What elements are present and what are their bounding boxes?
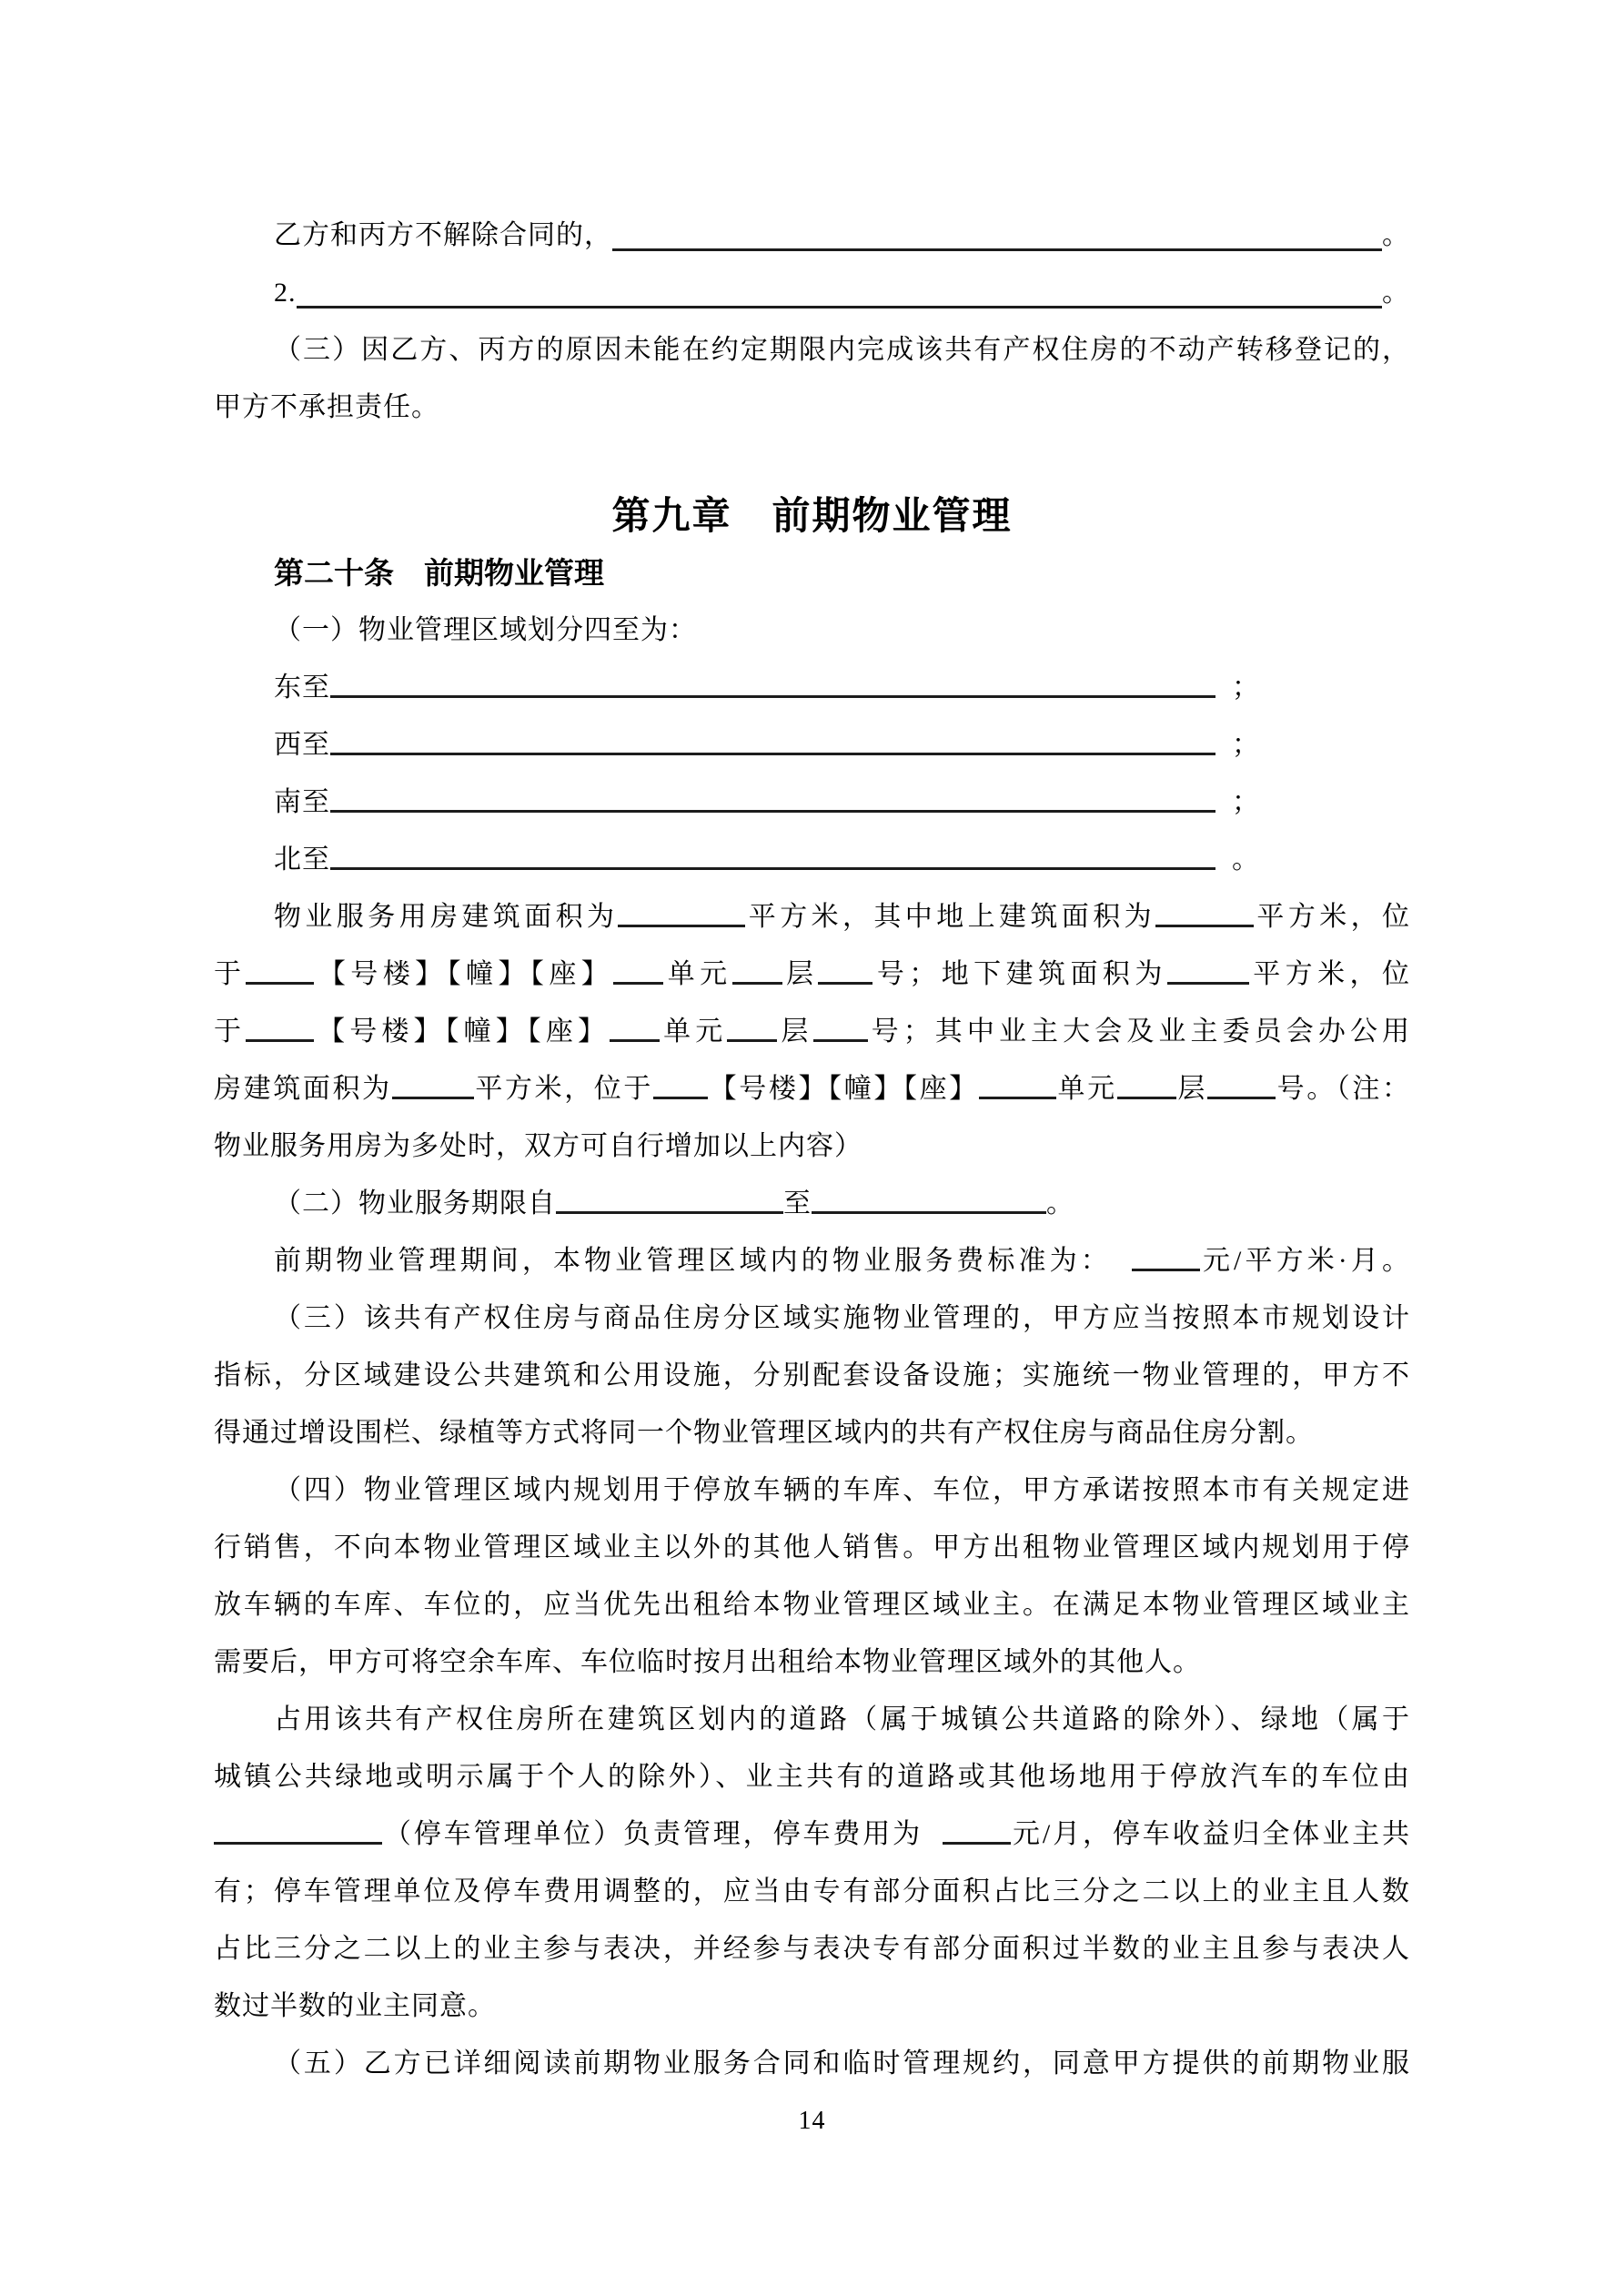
clause-text: 元/平方米·月。 [1199,1246,1411,1276]
clause-text: （停车管理单位）负责管理，停车费用为 [382,1819,923,1849]
line-11-north-boundary [214,831,1410,888]
item-number: 2. [274,278,297,308]
blank-field [330,668,1215,698]
clause-text: 平方米，其中地上建筑面积为 [745,902,1156,932]
line-01-no-cancel-clause [214,207,1410,264]
line-20-clause-three-cont: 指标，分区域建设公共建筑和公用设施，分别配套设备设施；实施统一物业管理的，甲方不 [214,1360,1410,1391]
blank-field [818,955,873,985]
blank-field [556,1184,783,1214]
blank-field [392,1069,474,1099]
period-mark: ； [1232,787,1260,817]
line-14-location-underground [214,1003,1410,1060]
period-mark: 。 [1046,1188,1074,1219]
blank-field [727,1012,777,1042]
line-17-service-term [214,1175,1410,1232]
clause-text: 于 [214,959,247,989]
clause-text: 至 [783,1188,812,1219]
clause-text: 号；地下建筑面积为 [873,959,1167,989]
blank-field [1207,1069,1276,1099]
clause-text: 物业服务用房建筑面积为 [274,902,619,932]
boundary-label: 南至 [274,787,330,817]
period-mark: 。 [1382,278,1410,308]
blank-field [653,1069,708,1099]
blank-field [613,955,663,985]
clause-text: 平方米，位 [1254,902,1411,932]
clause-text: 号；其中业主大会及业主委员会办公用 [867,1017,1411,1047]
blank-field [813,1012,868,1042]
line-26-common-area: 占用该共有产权住房所在建筑区划内的道路（属于城镇公共道路的除外）、绿地（属于 [274,1704,1410,1735]
blank-field [979,1069,1056,1099]
blank-field [330,783,1215,813]
clause-text: 【号楼】【幢】【座】 [314,1017,610,1047]
clause-text: 元/月，停车收益归全体业主共 [1011,1819,1410,1849]
line-07-item-one: （一）物业管理区域划分四至为： [274,615,697,645]
line-23-clause-four-cont: 行销售，不向本物业管理区域业主以外的其他人销售。甲方出租物业管理区域内规划用于停 [214,1532,1410,1563]
clause-text: 乙方和丙方不解除合同的， [274,220,612,250]
clause-text: 平方米，位于 [473,1074,654,1104]
boundary-label: 西至 [274,730,330,760]
line-15-committee-office [214,1060,1410,1118]
line-30-voting-rule-cont: 占比三分之二以上的业主参与表决，并经参与表决专有部分面积过半数的业主且参与表决人 [214,1934,1410,1964]
clause-text: 于 [214,1017,247,1047]
article-heading: 第二十条 前期物业管理 [274,556,604,590]
line-28-parking-mgmt-unit [214,1805,1410,1863]
clause-text: 平方米，位 [1248,959,1410,989]
clause-text: 单元 [660,1017,728,1047]
clause-text: 前期物业管理期间，本物业管理区域内的物业服务费标准为： [274,1246,1112,1276]
clause-text: 号。（注： [1275,1074,1411,1104]
blank-field [297,306,1383,308]
blank-field [1167,955,1249,985]
clause-text: （二）物业服务期限自 [274,1188,556,1219]
line-32-clause-five: （五）乙方已详细阅读前期物业服务合同和临时管理规约，同意甲方提供的前期物业服 [274,2048,1410,2079]
line-31-voting-rule-end: 数过半数的业主同意。 [214,1991,496,2021]
line-03-clause-three: （三）因乙方、丙方的原因未能在约定期限内完成该共有产权住房的不动产转移登记的， [274,335,1410,365]
line-25-clause-four-end: 需要后，甲方可将空余车库、车位临时按月出租给本物业管理区域外的其他人。 [214,1647,1201,1677]
blank-field [1117,1069,1176,1099]
period-mark: 。 [1232,845,1260,875]
line-22-clause-four-parking: （四）物业管理区域内规划用于停放车辆的车库、车位，甲方承诺按照本市有关规定进 [274,1475,1410,1505]
line-08-east-boundary [214,659,1410,716]
line-02-item-2 [214,264,1410,321]
blank-field [214,1815,382,1845]
line-13-location-above-ground [214,946,1410,1003]
blank-field [732,955,782,985]
clause-text: 【号楼】【幢】【座】 [708,1074,979,1104]
blank-field [618,897,745,927]
line-18-service-fee [214,1232,1410,1290]
boundary-label: 北至 [274,845,330,875]
clause-text: 房建筑面积为 [214,1074,392,1104]
line-09-west-boundary [214,716,1410,774]
line-04-clause-three-end: 甲方不承担责任。 [214,392,439,422]
blank-field [246,1012,314,1042]
clause-text: 层 [777,1017,813,1047]
clause-text: 层 [1175,1074,1207,1104]
blank-field [943,1815,1011,1845]
blank-field [610,1012,660,1042]
blank-field [1132,1241,1200,1271]
blank-field [612,248,1382,251]
line-16-note-end: 物业服务用房为多处时，双方可自行增加以上内容） [214,1131,862,1161]
contract-body [214,207,1410,2149]
clause-text: 层 [782,959,819,989]
period-mark: 。 [1382,220,1410,250]
line-24-clause-four-cont: 放车辆的车库、车位的，应当优先出租给本物业管理区域业主。在满足本物业管理区域业主 [214,1590,1410,1620]
blank-field [812,1184,1046,1214]
blank-field [246,955,314,985]
line-10-south-boundary [214,774,1410,831]
clause-text: 单元 [1055,1074,1117,1104]
chapter-heading: 第九章 前期物业管理 [611,494,1013,537]
line-27-common-area-cont: 城镇公共绿地或明示属于个人的除外）、业主共有的道路或其他场地用于停放汽车的车位由 [214,1762,1410,1792]
semicolon-mark: ； [1232,673,1260,703]
page-number: 14 [798,2107,826,2135]
blank-field [330,840,1215,870]
clause-text: 【号楼】【幢】【座】 [314,959,614,989]
line-12-service-area [214,888,1410,946]
blank-field [330,725,1215,755]
blank-field [1155,897,1254,927]
line-29-voting-rule: 有；停车管理单位及停车费用调整的，应当由专有部分面积占比三分之二以上的业主且人数 [214,1876,1410,1907]
boundary-label: 东至 [274,673,330,703]
clause-text: 单元 [663,959,732,989]
semicolon-mark: ； [1232,730,1260,760]
line-21-clause-three-end: 得通过增设围栏、绿植等方式将同一个物业管理区域内的共有产权住房与商品住房分割。 [214,1418,1314,1448]
line-19-clause-three-mgmt: （三）该共有产权住房与商品住房分区域实施物业管理的，甲方应当按照本市规划设计 [274,1303,1410,1333]
